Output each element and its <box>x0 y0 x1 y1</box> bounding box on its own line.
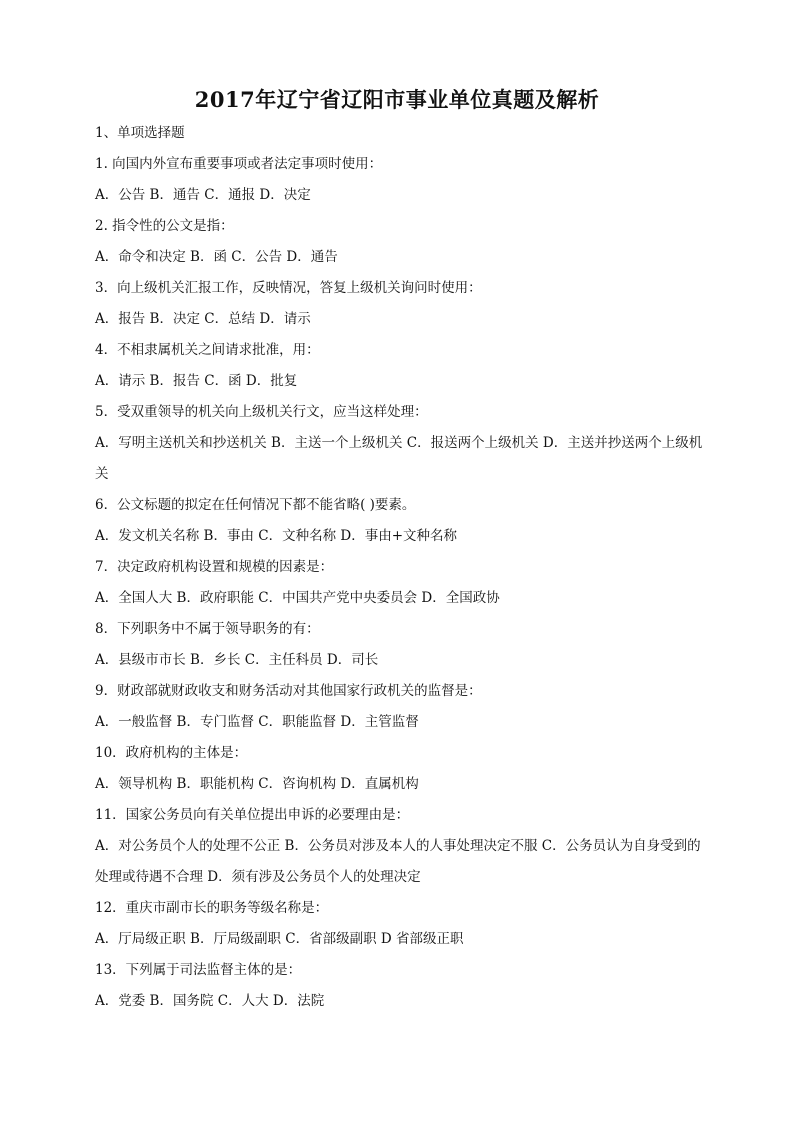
page-title: 2017年辽宁省辽阳市事业单位真题及解析 <box>194 87 600 112</box>
question-text: 5．受双重领导的机关向上级机关行文，应当这样处理： <box>95 404 428 420</box>
question-text: 3．向上级机关汇报工作，反映情况，答复上级机关询问时使用： <box>95 280 482 296</box>
question-text: 4．不相隶属机关之间请求批准，用： <box>95 342 320 358</box>
question-text: 7．决定政府机构设置和规模的因素是： <box>95 559 334 575</box>
question-text: 1. 向国内外宣布重要事项或者法定事项时使用： <box>95 156 383 172</box>
question-text: 2. 指令性的公文是指： <box>95 218 234 234</box>
question-list <box>95 118 703 1017</box>
answer-options: A．写明主送机关和抄送机关 B．主送一个上级机关 C．报送两个上级机关 D．主送并抄送两个上级机关 <box>95 435 703 482</box>
answer-options: A．党委 B．国务院 C．人大 D．法院 <box>95 993 325 1009</box>
section-heading: 1、单项选择题 <box>95 125 185 141</box>
question-text: 6．公文标题的拟定在任何情况下都不能省略( )要素。 <box>95 497 416 513</box>
answer-options: A．发文机关名称 B．事由 C．文种名称 D．事由+文种名称 <box>95 528 458 544</box>
question-text: 11．国家公务员向有关单位提出申诉的必要理由是： <box>95 807 410 823</box>
question-text: 9．财政部就财政收支和财务活动对其他国家行政机关的监督是： <box>95 683 482 699</box>
answer-options: A．报告 B．决定 C．总结 D．请示 <box>95 311 311 327</box>
answer-options: A．对公务员个人的处理不公正 B．公务员对涉及本人的人事处理决定不服 C．公务员认为自身受到的处理或待遇不合理 D．须有涉及公务员个人的处理决定 <box>95 838 701 885</box>
answer-options: A．厅局级正职 B．厅局级副职 C．省部级副职 D 省部级正职 <box>95 931 464 947</box>
question-text: 8．下列职务中不属于领导职务的有： <box>95 621 320 637</box>
answer-options: A．命令和决定 B．函 C．公告 D．通告 <box>95 249 338 265</box>
question-text: 10．政府机构的主体是： <box>95 745 248 761</box>
answer-options: A．领导机构 B．职能机构 C．咨询机构 D．直属机构 <box>95 776 419 792</box>
answer-options: A．一般监督 B．专门监督 C．职能监督 D．主管监督 <box>95 714 419 730</box>
question-text: 13．下列属于司法监督主体的是： <box>95 962 302 978</box>
answer-options: A．全国人大 B．政府职能 C．中国共产党中央委员会 D．全国政协 <box>95 590 500 606</box>
answer-options: A．县级市市长 B．乡长 C．主任科员 D．司长 <box>95 652 379 668</box>
answer-options: A．公告 B．通告 C．通报 D．决定 <box>95 187 311 203</box>
question-text: 12．重庆市副市长的职务等级名称是： <box>95 900 329 916</box>
answer-options: A．请示 B．报告 C．函 D．批复 <box>95 373 298 389</box>
